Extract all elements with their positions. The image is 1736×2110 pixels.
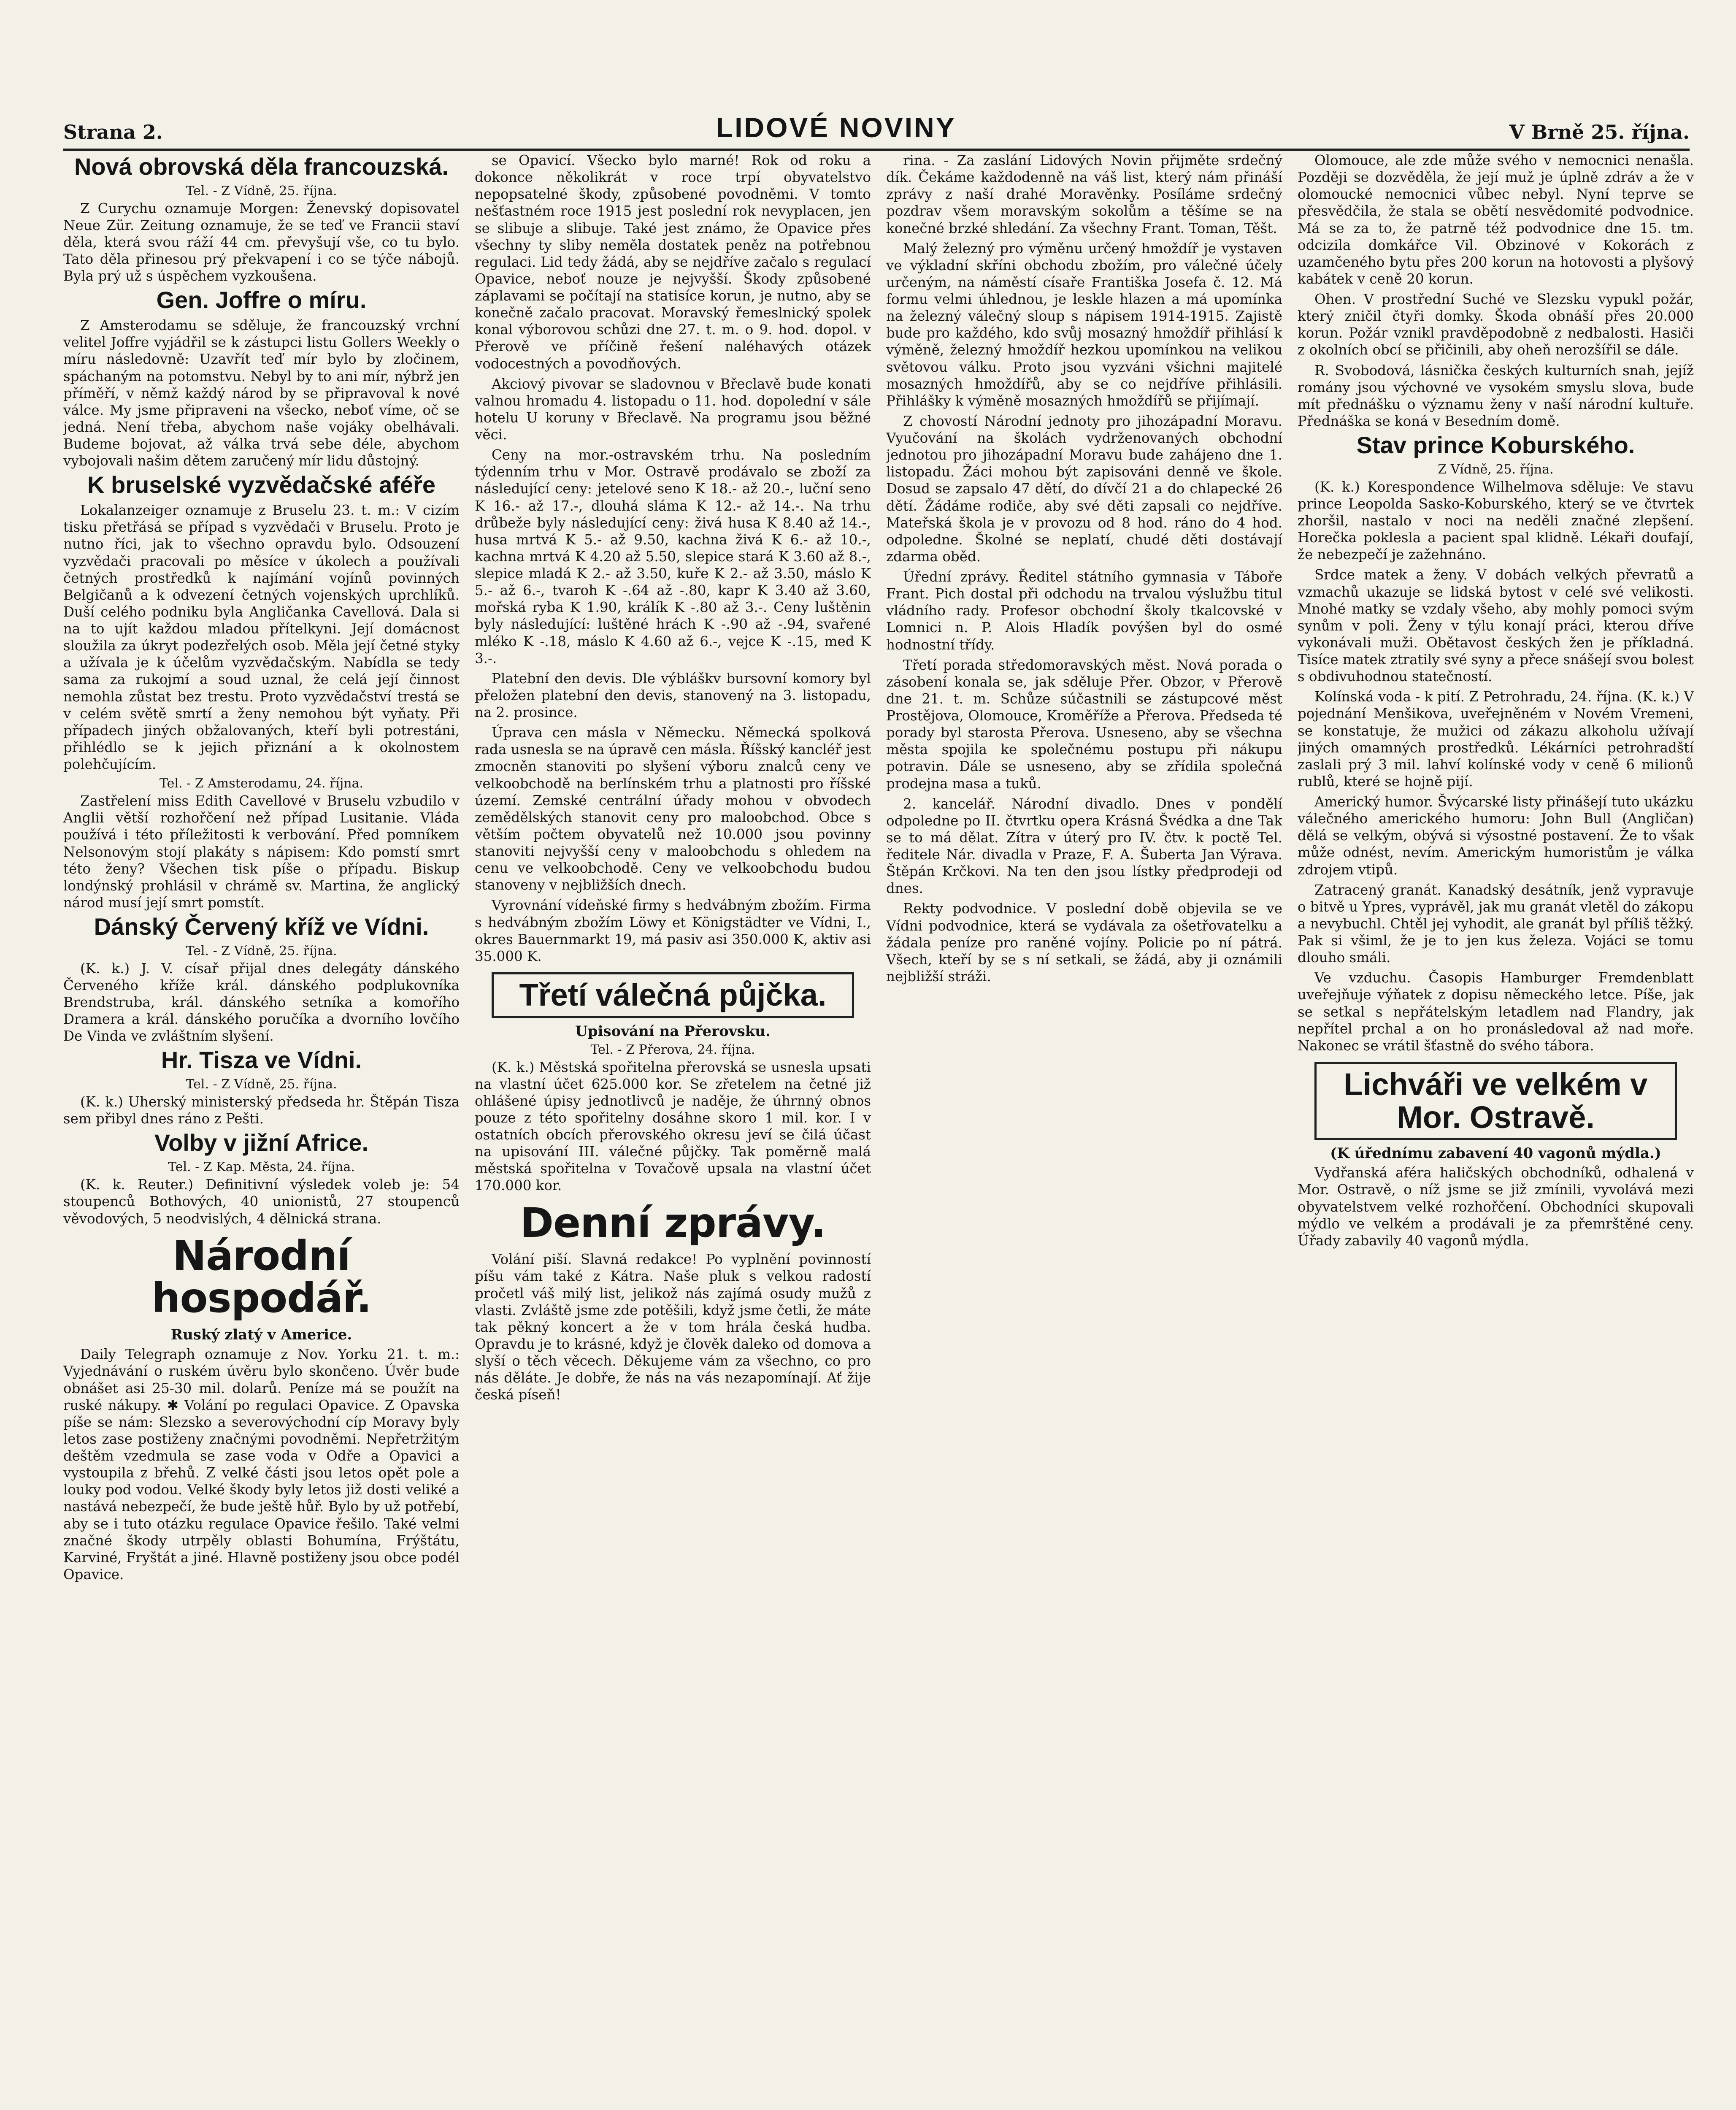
article-body: Akciový pivovar se sladovnou v Břeclavě bude konati valnou hromadu 4. listopadu o 11. hod. dopolední v sále hotelu U koruny v Břeclavě. Na programu jsou běžné věci. <box>475 376 871 443</box>
article <box>475 1199 871 1404</box>
article <box>1298 362 1694 430</box>
article-body: Úřední zprávy. Ředitel státního gymnasia v Táboře Frant. Pich dostal při odchodu na trvalou výslužbu titul vládního rady. Profesor obchodní školy tkalcovské v Lomnici n. P. Alois Hladík povýšen byl do osmé hodnostní třídy. <box>886 569 1282 653</box>
article-body: Kolínská voda - k pití. Z Petrohradu, 24. října. (K. k.) V pojednání Menšikova, uveřejněném v Novém Vremeni, se konstatuje, že mužici od zákazu alkoholu užívají jiných omamných prostředků. Lékárníci petrohradští zaslali prý 3 mil. lahví kolínské vody v ceně 6 milionů rublů, které se hojně pijí. <box>1298 689 1694 790</box>
article <box>475 972 871 1194</box>
article <box>475 897 871 965</box>
article <box>886 795 1282 897</box>
column-4 <box>1298 152 1694 2110</box>
article-body: Ve vzduchu. Časopis Hamburger Fremdenblatt uveřejňuje výňatek z dopisu německého letce. Píše, jak se setkal s nepřátelským letadlem nad Flandry, jak nepřítel prchal a on ho pronásledoval až nad moře. Nakonec se vrátil šťastně do svého tábora. <box>1298 970 1694 1054</box>
article-body: (K. k.) Uherský ministerský předseda hr. Štěpán Tisza sem přibyl dnes ráno z Pešti. <box>63 1094 460 1127</box>
article <box>1298 433 1694 563</box>
headline: Stav prince Koburského. <box>1356 432 1635 458</box>
column-2 <box>475 152 871 2110</box>
article-body: (K. k.) Korespondence Wilhelmova sděluje: Ve stavu prince Leopolda Sasko-Koburského, který se ve čtvrtek zhoršil, nastalo v noci na neděli značné zlepšení. Horečka poklesla a pacient spal klidně. Lékaři doufají, že nebezpečí je zažehnáno. <box>1298 479 1694 563</box>
dateline: Tel. - Z Amsterodamu, 24. října. <box>159 776 364 791</box>
article-body: Ohen. V prostřední Suché ve Slezsku vypukl požár, který zničil čtyři domky. Škoda obnáší přes 20.000 korun. Požár vznikl pravděpodobně z nedbalosti. Hasiči z okolních obcí se přičinili, aby oheň nerozšířil se dále. <box>1298 291 1694 358</box>
article <box>1298 291 1694 359</box>
article <box>63 288 460 469</box>
dateline: Tel. - Z Vídně, 25. října. <box>186 183 337 198</box>
article-body: Vyrovnání vídeňské firmy s hedvábným zbožím. Firma s hedvábným zbožím Löwy et Königstädter ve Vídni, I., okres Bauernmarkt 19, má pasiv asi 350.000 K, aktiv asi 35.000 K. <box>475 897 871 964</box>
article <box>63 473 460 773</box>
article-body: Daily Telegraph oznamuje z Nov. Yorku 21. t. m.: Vyjednávání o ruském úvěru bylo skončeno. Úvěr bude obnášet asi 25-30 mil. dolarů. Peníze má se použít na ruské nákupy. ✱ Volání po regulaci Opavice. Z Opavska píše se nám: Slezsko a severovýchodní cíp Moravy byly letos zase postiženy značnými povodněmi. Nepřetržitým deštěm vzedmula se zase voda v Odře a Opavici a vystoupila z břehů. Z velké části jsou letos opět pole a louky pod vodou. Velké škody byly letos již dosti veliké a nastává nebezpečí, že bude ještě hůř. Bylo by už potřebí, aby se i tuto otázku regulace Opavice řešilo. Také velmi značné škody utrpěly oblasti Bohumína, Frýštátu, Karviné, Fryštát a jiné. Hlavně postiženy jsou obce podél Opavice. <box>63 1346 460 1582</box>
article <box>475 670 871 721</box>
article <box>475 446 871 667</box>
headline: Volby v jižní Africe. <box>154 1129 369 1156</box>
article <box>63 776 460 911</box>
issue-date: V Brně 25. října. <box>1509 121 1690 143</box>
article-body: Malý železný pro výměnu určený hmoždíř je vystaven ve výkladní skříni obchodu zbožím, pro válečné účely určeným, na náměstí císaře Františka Josefa č. 12. Má formu velmi úhlednou, je leskle hlazen a má upomínka na železný válečný sloup s nápisem 1914-1915. Zajistě bude pro každého, kdo svůj mosazný hmoždíř přihlásí k výměně, železný hmoždíř hezkou upomínkou na velikou světovou válku. Proto jsou vyzváni všichni majitelé mosazných hmoždířů, aby se co nejdříve přihlásili. Přihlášky k výměně mosazných hmoždířů se přijímají. <box>886 240 1282 409</box>
article <box>1298 566 1694 685</box>
headline: Ruský zlatý v Americe. <box>170 1326 352 1344</box>
article-body: (K. k.) Městská spořitelna přerovská se usnesla upsati na vlastní účet 625.000 kor. Se zřetelem na četné již ohlášené úpisy jednotlivců je naděje, že úhrnný obnos pouze z této spořitelny dosáhne skoro 1 mil. kor. I v ostatních obcích přerovského okresu jeví se čilá účast na upisování III. válečné půjčky. Tak poměrně malá městská spořitelna v Tovačově upsala na vlastní účet 170.000 kor. <box>475 1059 871 1194</box>
boxed-headline: Lichváři ve velkém v Mor. Ostravě. <box>1314 1062 1677 1140</box>
dateline: Tel. - Z Vídně, 25. října. <box>186 1077 337 1092</box>
article-body: Třetí porada středomoravských měst. Nová porada o zásobení konala se, jak sděluje Přer. Obzor, v Přerově dne 21. t. m. Schůze súčastnili se zástupcové měst Prostějova, Olomouce, Kroměříže a Přerova. Předseda té porady byl starosta Přerova. Usneseno, aby se všechna města spojila ke společnému postupu při nákupu potravin. Dále se usneseno, aby se zřídila společná prodejna masa a tuků. <box>886 657 1282 792</box>
article <box>63 1232 460 1583</box>
headline: (K úřednímu zabavení 40 vagonů mýdla.) <box>1330 1145 1661 1162</box>
article-body: Srdce matek a ženy. V dobách velkých převratů a vzmachů ukazuje se lidská bytost v celé své velikosti. Mnohé matky se vzdaly všeho, aby mohly pomoci svým synům v poli. Ženy v týlu konají práci, kterou dříve vykonávali muži. Obětavost českých žen je příkladná. Tisíce matek ztratily své syny a přece snášejí svou bolest s obdivuhodnou statečností. <box>1298 567 1694 685</box>
columns <box>63 152 1694 2110</box>
article-body: 2. kancelář. Národní divadlo. Dnes v pondělí odpoledne po II. čtvrtku opera Krásná Švédka a dne Tak se to má dělat. Zítra v úterý pro IV. čtv. k poctě Tel. ředitele Nár. divadla v Praze, F. A. Šuberta Jan Výrava. Štěpán Krčkovi. Na ten den jsou lístky předprodeji od dnes. <box>886 795 1282 897</box>
headline: Upisování na Přerovsku. <box>575 1023 771 1040</box>
article-body: (K. k.) J. V. císař přijal dnes delegáty dánského Červeného kříže král. dánského podplukovníka Brendstruba, král. dánského setníka a komořího Dramera a král. dánského poručíka a dvorního lovčího De Vinda ve zvláštním slyšení. <box>63 960 460 1044</box>
column-1 <box>63 152 460 2110</box>
article <box>886 152 1282 237</box>
section-title: Národní hospodář. <box>151 1232 371 1322</box>
headline: Dánský Červený kříž ve Vídni. <box>94 913 429 940</box>
article-body: Platební den devis. Dle výbláškv bursovní komory byl přeložen platební den devis, stanovený na 3. listopadu, na 2. prosince. <box>475 670 871 720</box>
article <box>63 154 460 284</box>
article-body: Z Amsterodamu se sděluje, že francouzský vrchní velitel Joffre vyjádřil se k zástupci listu Gollers Weekly o míru následovně: Uzavřít teď mír bylo by zločinem, spáchaným na potomstvu. Nebyl by to ani mír, nýbrž jen příměří, v němž každý národ by se připravoval k nové válce. My jsme připraveni na všecko, neboť víme, oč se jedná. Není třeba, abychom naše vojáky obelhávali. Budeme bojovat, až válka trvá sebe déle, abychom vybojovali našim dětem zaručený mír lidu důstojný. <box>63 317 460 469</box>
article <box>886 900 1282 985</box>
masthead <box>63 106 1690 151</box>
dateline: Tel. - Z Kap. Města, 24. října. <box>168 1160 355 1175</box>
article-body: se Opavicí. Všecko bylo marné! Rok od roku a dokonce několikrát v roce trpí obyvatelstvo nepopsatelné škody, způsobené povodněmi. V tomto nešťastném roce 1915 jest poslední rok nevyplacen, jen se slibuje a slibuje. Také jest známo, že Opavice přes všechny ty sliby neměla dostatek peněz na potřebnou regulaci. Lid tedy žádá, aby se nejdříve začalo s regulací Opavice, neboť nouze je nejvyšší. Škody způsobené záplavami se počítají na statisíce korun, je nutno, aby se konečně začalo pracovat. Moravský řemeslnický spolek konal výborovou schůzi dne 27. t. m. o 9. hod. dopol. v Přerově ve příčině řešení naléhavých otázek vodocestných a povodňových. <box>475 152 871 372</box>
headline: Nová obrovská děla francouzská. <box>74 153 449 180</box>
article <box>886 240 1282 409</box>
article <box>1298 969 1694 1054</box>
boxed-headline: Třetí válečná půjčka. <box>492 972 854 1018</box>
article-body: Z chovostí Národní jednoty pro jihozápadní Moravu. Vyučování na školách vydrženovaných obchodní jednotou pro jihozápadní Moravu bude zahájeno dne 1. listopadu. Žáci mohou být zapisováni denně ve škole. Dosud se zapsalo 47 dětí, do dívčí 21 a do chlapecké 26 dětí. Žádáme rodiče, aby své děti zapsali co nejdříve. Mateřská škola je v provozu od 8 hod. ráno do 4 hod. odpoledne. Školné se neplatí, chudé děti dostávají zdarma oběd. <box>886 413 1282 565</box>
article-body: Zastřelení miss Edith Cavellové v Bruselu vzbudilo v Anglii větší rozhořčení než případ Lusitanie. Vláda používá i této příležitosti k verbování. Před pomníkem Nelsonovým stojí plakáty s nápisem: Kdo pomstí smrt této ženy? Všechen tisk píše o případu. Biskup londýnský prohlásil v chrámě sv. Martina, že anglický národ musí její smrt pomstít. <box>63 793 460 911</box>
article-body: Zatracený granát. Kanadský desátník, jenž vypravuje o bitvě u Ypres, vyprávěl, jak mu granát vletěl do zákopu a nevybuchl. Chtěl jej vyhodit, ale granát byl příliš těžký. Pak si všiml, že je to jen kus železa. Vojáci se tomu dlouho smáli. <box>1298 882 1694 966</box>
column-3 <box>886 152 1282 2110</box>
article <box>886 568 1282 653</box>
article-body: Rekty podvodnice. V poslední době objevila se ve Vídni podvodnice, která se vydávala za ošetřovatelku a žádala peníze pro raněné vojíny. Policie po ní pátrá. Všech, kteří by se s ní setkali, se žádá, aby ji oznámili nejbližší stráži. <box>886 901 1282 985</box>
dateline: Z Vídně, 25. října. <box>1438 462 1554 477</box>
article <box>63 1131 460 1227</box>
article <box>1298 793 1694 878</box>
headline: Gen. Joffre o míru. <box>156 287 367 314</box>
page-number: Strana 2. <box>63 121 163 143</box>
article <box>1298 688 1694 790</box>
article <box>475 376 871 444</box>
article-body: Americký humor. Švýcarské listy přinášejí tuto ukázku válečného amerického humoru: John Bull (Angličan) dělá se velkým, obývá si výsostné postavení. Že to však může odnést, nevím. Americkým humoristům je válka zdrojem vtipů. <box>1298 794 1694 878</box>
article <box>475 724 871 893</box>
article-body: Vydřanská aféra haličských obchodníků, odhalená v Mor. Ostravě, o níž jsme se již zmínili, vyvolává mezi obyvatelstvem velké rozhořčení. Obchodníci skupovali mýdlo ve velkém a prodávali je za přemrštěné ceny. Úřady zabavily 40 vagonů mýdla. <box>1298 1165 1694 1249</box>
article <box>1298 882 1694 966</box>
article <box>1298 152 1694 287</box>
article <box>886 657 1282 792</box>
dateline: Tel. - Z Vídně, 25. října. <box>186 943 337 958</box>
article <box>886 413 1282 565</box>
section-title: Denní zprávy. <box>520 1199 826 1247</box>
article <box>63 914 460 1044</box>
article-body: R. Svobodová, lásnička českých kulturních snah, jejíž romány jsou výchovné ve vysokém smyslu slova, bude mít přednášku o významu ženy v naší národní kultuře. Přednáška se koná v Besedním domě. <box>1298 362 1694 429</box>
newspaper-title: LIDOVÉ NOVINY <box>716 112 956 143</box>
article-body: Z Curychu oznamuje Morgen: Ženevský dopisovatel Neue Zür. Zeitung oznamuje, že se teď ve Francii staví děla, která svou ráží 44 cm. převyšují vše, co tu bylo. Tato děla přinesou prý překvapení i co se týče nábojů. Byla prý už s úspěchem vyzkoušena. <box>63 200 460 284</box>
article-body: Ceny na mor.-ostravském trhu. Na posledním týdenním trhu v Mor. Ostravě prodávalo se zboží za následující ceny: jetelové seno K 18.- až 20.-, luční seno K 16.- až 17.-, dlouhá sláma K 12.- až 14.-. Na trhu drůbeže byly následující ceny: živá husa K 8.40 až 14.-, husa mrtvá K 5.- až 9.50, kachna živá K 6.- až 10.-, kachna mrtvá K 4.20 až 5.50, slepice stará K 3.60 až 8.-, slepice mladá K 2.- až 3.50, kuře K 2.- až 3.50, máslo K 5.- až 6.-, tvaroh K -.64 až -.80, kapr K 3.40 až 3.60, mořská ryba K 1.90, králík K -.80 až 3.-. Ceny luštěnin byly následující: luštěné hrách K -.90 až -.94, svařené mléko K -.18, máslo K 4.60 až 6.-, vejce K -.15, med K 3.-. <box>475 447 871 666</box>
article <box>475 152 871 372</box>
article-body: Volání piší. Slavná redakce! Po vyplnění povinností píšu vám také z Kátra. Naše pluk s velkou radostí pročetl váš milý list, jelikož nás zajímá osudy mužů z vlasti. Zvláště jsme zde potěšili, když jsme četli, že máte tak pěkný koncert a že v tom hrála česká hudba. Opravdu je to krásné, když je člověk daleko od domova a slyší o těch věcech. Děkujeme vám za všechno, co pro nás děláte. Je dobře, že nás na vás nezapomínají. Ať žije česká píseň! <box>475 1251 871 1403</box>
headline: Hr. Tisza ve Vídni. <box>161 1047 362 1074</box>
article-body: Lokalanzeiger oznamuje z Bruselu 23. t. m.: V cizím tisku přetřásá se případ s vyzvědači v Bruselu. Proto je nutno říci, jak to všechno opravdu bylo. Odsouzení vyzvědači pracovali po měsíce v úkolech a používali četných prostředků k najímání vojínů povinných Belgičanů a k odvezení četných vojenských uprchlíků. Duší celého podniku byla Angličanka Cavellová. Dala si na to ujít každou mladou přítelkyni. Její domácnost sloužila za úkryt podezřelých osob. Měla její četné styky a užívala je k účelům vyzvědačským. Nabídla se tedy sama za rukojmí a soud uznal, že celá její činnost nemohla zůstat bez trestu. Proto vyzvědačství trestá se v celém světě smrtí a ženy nemohou být vyňaty. Při případech jiných obžalovaných, kteří byli potrestáni, přihlédlo se k jejich přiznání a k okolnostem polehčujícím. <box>63 502 460 773</box>
headline: K bruselské vyzvědačské aféře <box>87 471 435 498</box>
dateline: Tel. - Z Přerova, 24. října. <box>590 1042 755 1057</box>
article-body: rina. - Za zaslání Lidových Novin přijměte srdečný dík. Čekáme každodenně na váš list, který nám přináší zprávy z naší drahé Moravěnky. Posíláme srdečný pozdrav všem moravským sokolům a těšíme se na konečné brzké shledání. Za všechny Frant. Toman, Těšt. <box>886 152 1282 236</box>
article <box>1298 1062 1694 1249</box>
article-body: Olomouce, ale zde může svého v nemocnici nenašla. Později se dozvěděla, že její muž je úplně zdráv a že v olomoucké nemocnici vůbec nebyl. Nyní teprve se přesvědčila, že stala se obětí nesvědomité podvodnice. Má se za to, že patrně též podvodnice dne 15. tm. odcizila domkářce Vil. Obzinové v Kokorách z uzamčeného bytu přes 200 korun na hotovosti a plyšový kabátek v ceně 20 korun. <box>1298 152 1694 287</box>
article-body: Úprava cen másla v Německu. Německá spolková rada usnesla se na úpravě cen másla. Říšský kancléř jest zmocněn stanoviti po slyšení výboru znalců ceny ve velkoobchodě na berlínském trhu a platnosti pro říšské území. Zemské centrální úřady mohou v obvodech zemědělských stanovit ceny pro maloobchod. Obce s větším počtem obyvatelů než 10.000 jsou povinny stanoviti nejvyšší ceny v maloobchodu s ohledem na cenu ve velkoobchodě. Ceny ve velkoobchodu budou stanoveny v nejbližších dnech. <box>475 725 871 893</box>
article <box>63 1048 460 1127</box>
article-body: (K. k. Reuter.) Definitivní výsledek voleb je: 54 stoupenců Bothových, 40 unionistů, 27 stoupenců věvodových, 5 neodvislých, 4 dělnická strana. <box>63 1177 460 1227</box>
